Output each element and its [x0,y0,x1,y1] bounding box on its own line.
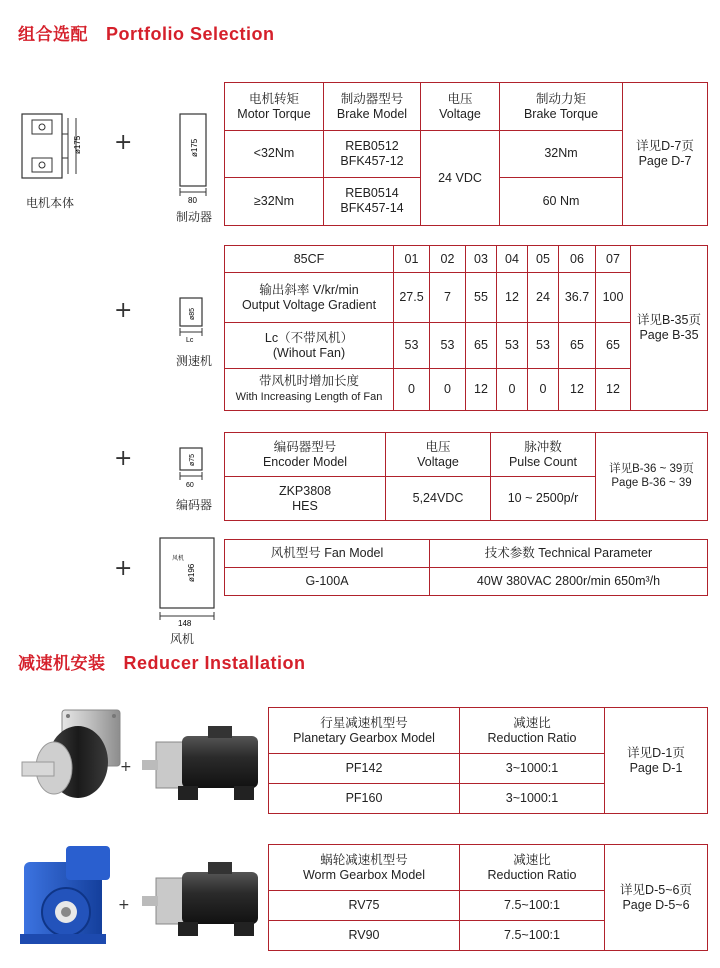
encoder-dim-d: ø75 [189,453,196,466]
tacho-row1-value: 27.5 [394,273,430,323]
plus-sign: + [114,446,133,471]
tacho-ref: 详见B-35页 Page B-35 [631,246,708,411]
planetary-ratio: 3~1000:1 [460,754,605,784]
brake-ref: 详见D-7页 Page D-7 [623,83,708,226]
tacho-row3-value: 0 [394,369,430,411]
worm-model: RV75 [269,891,460,921]
motor-image [138,720,262,806]
plus-sign: + [114,556,133,581]
brake-header-brake-torque: 制动力矩 Brake Torque [500,83,623,131]
tacho-dim-l: Lc [186,337,194,344]
planetary-model: PF142 [269,754,460,784]
plus-sign: + [114,130,133,155]
worm-ref: 详见D-5~6页 Page D-5~6 [605,845,708,951]
encoder-voltage: 5,24VDC [386,477,491,521]
tacho-row1-value: 12 [497,273,528,323]
brake-row2-torque: ≥32Nm [225,177,324,225]
encoder-ref: 详见B-36 ~ 39页 Page B-36 ~ 39 [596,433,708,521]
planetary-ratio: 3~1000:1 [460,784,605,814]
tacho-row3-label: 带风机时增加长度 With Increasing Length of Fan [225,369,394,411]
encoder-pulse: 10 ~ 2500p/r [491,477,596,521]
fan-model: G-100A [225,568,430,596]
plus-sign: + [114,298,133,323]
planetary-header-model: 行星减速机型号 Planetary Gearbox Model [269,708,460,754]
brake-row1-model: REB0512 BFK457-12 [324,131,421,177]
worm-ratio: 7.5~100:1 [460,891,605,921]
tacho-row1-value: 7 [430,273,466,323]
worm-ratio: 7.5~100:1 [460,921,605,951]
brake-header-torque: 电机转矩 Motor Torque [225,83,324,131]
tacho-row1-value: 55 [466,273,497,323]
portfolio-section-title [18,20,275,45]
tacho-code: 03 [466,246,497,273]
tacho-code: 07 [596,246,631,273]
planetary-gearbox-image [18,706,122,806]
encoder-dim-l: 60 [186,482,194,489]
tacho-code: 01 [394,246,430,273]
tacho-row3-value: 0 [497,369,528,411]
worm-header-model: 蜗轮减速机型号 Worm Gearbox Model [269,845,460,891]
tacho-row2-label: Lc（不带风机） (Wihout Fan) [225,323,394,369]
encoder-model: ZKP3808 HES [225,477,386,521]
brake-drawing [178,112,218,204]
worm-table [268,844,708,951]
fan-header-param: 技术参数 Technical Parameter [430,540,708,568]
tacho-row2-value: 53 [497,323,528,369]
tacho-dim-d: ø85 [189,307,196,320]
tacho-code: 05 [528,246,559,273]
tacho-code: 06 [559,246,596,273]
brake-dim-d: ø175 [190,138,199,157]
tacho-code: 04 [497,246,528,273]
encoder-header-voltage: 电压 Voltage [386,433,491,477]
tacho-code: 02 [430,246,466,273]
brake-table [224,82,708,226]
fan-label-small: 风机 [172,555,185,562]
worm-gearbox-image [14,842,118,950]
tacho-row3-value: 12 [596,369,631,411]
tacho-caption: 测速机 [176,354,213,368]
tacho-row2-value: 65 [559,323,596,369]
worm-header-ratio: 减速比 Reduction Ratio [460,845,605,891]
worm-model: RV90 [269,921,460,951]
brake-dim-l: 80 [188,196,197,204]
planetary-ref: 详见D-1页 Page D-1 [605,708,708,814]
planetary-model: PF160 [269,784,460,814]
motor-image [138,856,262,942]
tacho-model: 85CF [225,246,394,273]
reducer-title-en: Reducer Installation [123,653,306,673]
tacho-row2-value: 65 [466,323,497,369]
fan-dim-d: ø196 [187,563,196,582]
encoder-table [224,432,708,521]
brake-voltage: 24 VDC [421,131,500,226]
tachometer-drawing [178,296,214,346]
fan-drawing [158,536,218,628]
encoder-drawing [178,446,214,490]
brake-row1-torque: <32Nm [225,131,324,177]
tacho-row2-value: 53 [430,323,466,369]
tacho-row2-value: 53 [394,323,430,369]
encoder-caption: 编码器 [176,498,213,512]
tacho-row3-value: 12 [559,369,596,411]
encoder-header-model: 编码器型号 Encoder Model [225,433,386,477]
plus-sign: + [120,759,132,775]
tacho-row1-value: 24 [528,273,559,323]
portfolio-title-cn: 组合选配 [18,25,88,45]
reducer-section-title [18,649,306,674]
brake-header-model: 制动器型号 Brake Model [324,83,421,131]
fan-header-model: 风机型号 Fan Model [225,540,430,568]
planetary-header-ratio: 减速比 Reduction Ratio [460,708,605,754]
brake-row2-model: REB0514 BFK457-14 [324,177,421,225]
tacho-row3-value: 0 [430,369,466,411]
tacho-row2-value: 53 [528,323,559,369]
tacho-row1-value: 36.7 [559,273,596,323]
fan-param: 40W 380VAC 2800r/min 650m³/h [430,568,708,596]
brake-header-voltage: 电压 Voltage [421,83,500,131]
plus-sign: + [118,897,130,913]
tacho-row3-value: 12 [466,369,497,411]
fan-dim-l: 148 [178,619,192,628]
brake-row1-brake-torque: 32Nm [500,131,623,177]
fan-table [224,539,708,596]
reducer-title-cn: 减速机安装 [18,654,106,674]
brake-caption: 制动器 [176,210,213,224]
tacho-row1-label: 输出斜率 V/kr/min Output Voltage Gradient [225,273,394,323]
tacho-table [224,245,708,411]
brake-row2-brake-torque: 60 Nm [500,177,623,225]
motor-dim: ø175 [73,135,82,154]
motor-body-drawing [20,112,90,182]
motor-caption: 电机本体 [26,196,75,210]
planetary-table [268,707,708,814]
tacho-row1-value: 100 [596,273,631,323]
encoder-header-pulse: 脉冲数 Pulse Count [491,433,596,477]
tacho-row2-value: 65 [596,323,631,369]
tacho-row3-value: 0 [528,369,559,411]
portfolio-title-en: Portfolio Selection [106,24,275,44]
fan-caption: 风机 [170,632,195,646]
